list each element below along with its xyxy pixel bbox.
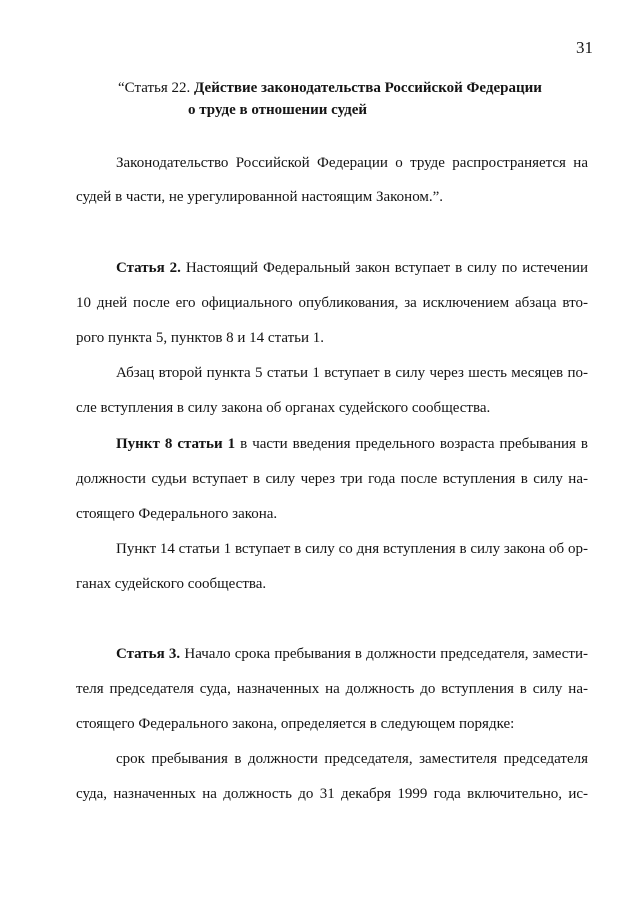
article-2-label: Статья 2.: [116, 260, 181, 276]
page-number: 31: [576, 38, 593, 57]
article-22-prefix: “Статья 22.: [118, 80, 191, 96]
article-22-body-line1: Законодательство Российской Федерации о труде распространяется на: [116, 155, 588, 171]
article-2-para2-line1: Абзац второй пункта 5 статьи 1 вступает в силу через шесть месяцев по-: [116, 365, 588, 381]
article-3-para1-line3: стоящего Федерального закона, определяется в следующем порядке:: [76, 716, 515, 732]
article-2-para1-line1: [116, 258, 588, 278]
article-2-para3-label: Пункт 8 статьи 1: [116, 436, 236, 452]
article-2-para4-line2: ганах судейского сообщества.: [76, 576, 267, 592]
article-3-label: Статья 3.: [116, 646, 181, 662]
article-3-para1-line1-text: Начало срока пребывания в должности председателя, замести-: [184, 646, 589, 662]
article-22-title-line1: Действие законодательства Российской Федерации: [194, 80, 542, 96]
article-22-heading: [118, 80, 542, 97]
article-2-para3-line1: [116, 434, 588, 454]
article-2-para1-line2: 10 дней после его официального опубликования, за исключением абзаца вто-: [76, 295, 588, 311]
article-3-para2-line1: срок пребывания в должности председателя, заместителя председателя: [116, 751, 588, 767]
article-3-para2-line2: суда, назначенных на должность до 31 декабря 1999 года включительно, ис-: [76, 786, 588, 802]
article-3-para1-line1: [116, 644, 588, 664]
article-2-para2-line2: сле вступления в силу закона об органах судейского сообщества.: [76, 400, 491, 416]
article-2-para3-line2: должности судьи вступает в силу через три года после вступления в силу на-: [76, 471, 588, 487]
article-22-title-line2: о труде в отношении судей: [188, 102, 368, 118]
article-22-body-line2: судей в части, не урегулированной настоящим Законом.”.: [76, 189, 444, 205]
article-2-para3-line1-text: в части введения предельного возраста пребывания в: [240, 436, 589, 452]
article-2-para1-line1-text: Настоящий Федеральный закон вступает в силу по истечении: [185, 260, 588, 276]
article-2-para3-line3: стоящего Федерального закона.: [76, 506, 278, 522]
article-2-para1-line3: рого пункта 5, пунктов 8 и 14 статьи 1.: [76, 330, 325, 346]
article-2-para4-line1: Пункт 14 статьи 1 вступает в силу со дня вступления в силу закона об ор-: [116, 541, 588, 557]
article-3-para1-line2: теля председателя суда, назначенных на должность до вступления в силу на-: [76, 681, 588, 697]
